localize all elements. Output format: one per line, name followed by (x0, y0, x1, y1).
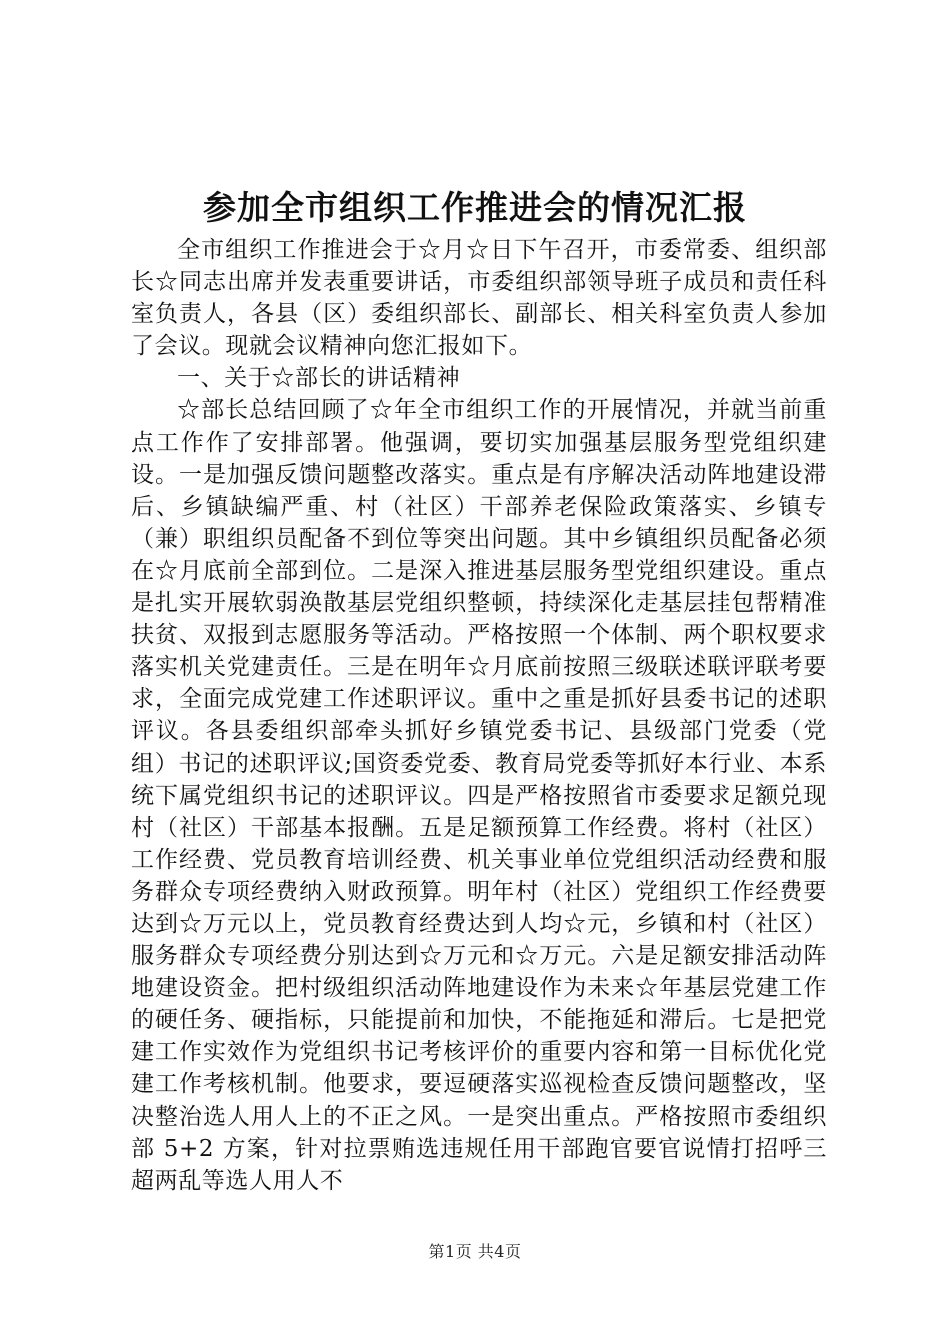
document-title: 参加全市组织工作推进会的情况汇报 (203, 188, 747, 227)
section-heading: 一、关于☆部长的讲话精神 (177, 365, 461, 392)
paragraph-intro: 全市组织工作推进会于☆月☆日下午召开，市委常委、组织部长☆同志出席并发表重要讲话，市委组织部领导班子成员和责任科室负责人，各县（区）委组织部长、副部长、相关科室负责人参加了会议。现就会议精神向您汇报如下。 (131, 237, 827, 360)
document-body (131, 234, 827, 1197)
paragraph-speech-summary: ☆部长总结回顾了☆年全市组织工作的开展情况，并就当前重点工作作了安排部署。他强调，要切实加强基层服务型党组织建设。一是加强反馈问题整改落实。重点是有序解决活动阵地建设滞后、乡镇缺编严重、村（社区）干部养老保险政策落实、乡镇专（兼）职组织员配备不到位等突出问题。其中乡镇组织员配备必须在☆月底前全部到位。二是深入推进基层服务型党组织建设。重点是扎实开展软弱涣散基层党组织整顿，持续深化走基层挂包帮精准扶贫、双报到志愿服务等活动。严格按照一个体制、两个职权要求落实机关党建责任。三是在明年☆月底前按照三级联述联评联考要求，全面完成党建工作述职评议。重中之重是抓好县委书记的述职评议。各县委组织部牵头抓好乡镇党委书记、县级部门党委（党组）书记的述职评议;国资委党委、教育局党委等抓好本行业、本系统下属党组织书记的述职评议。四是严格按照省市委要求足额兑现村（社区）干部基本报酬。五是足额预算工作经费。将村（社区）工作经费、党员教育培训经费、机关事业单位党组织活动经费和服务群众专项经费纳入财政预算。明年村（社区）党组织工作经费要达到☆万元以上，党员教育经费达到人均☆元，乡镇和村（社区）服务群众专项经费分别达到☆万元和☆万元。六是足额安排活动阵地建设资金。把村级组织活动阵地建设作为未来☆年基层党建工作的硬任务、硬指标，只能提前和加快，不能拖延和滞后。七是把党建工作实效作为党组织书记考核评价的重要内容和第一目标优化党建工作考核机制。他要求，要逗硬落实巡视检查反馈问题整改，坚决整治选人用人上的不正之风。一是突出重点。严格按照市委组织部 5+2 方案，针对拉票贿选违规任用干部跑官要官说情打招呼三超两乱等选人用人不 (131, 397, 827, 1194)
page-footer: 第1页 共4页 (428, 1242, 522, 1261)
